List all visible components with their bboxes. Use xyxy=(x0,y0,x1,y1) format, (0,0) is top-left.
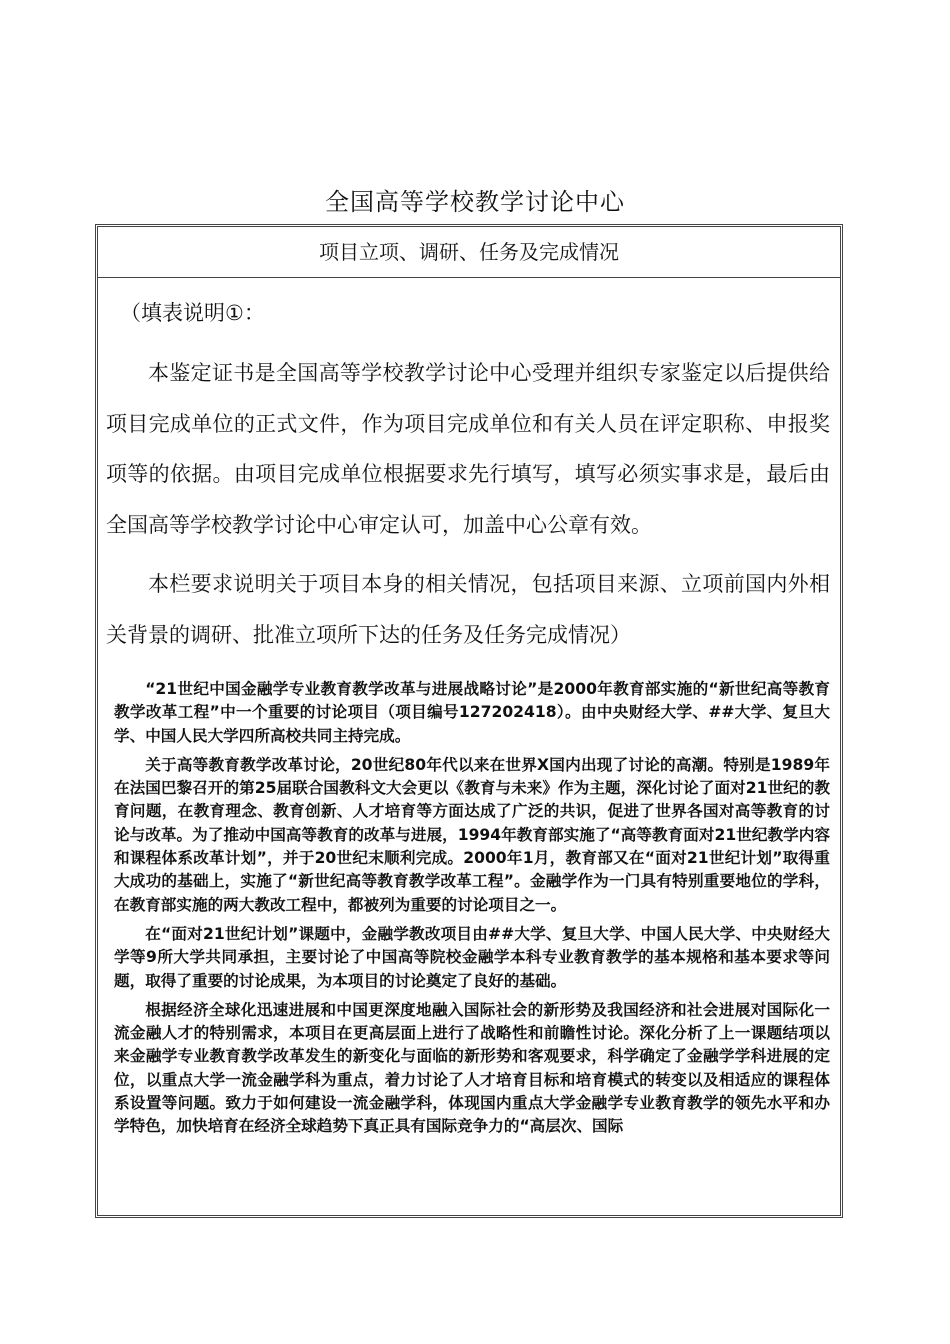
body-paragraph: 关于高等教育教学改革讨论，20世纪80年代以来在世界X国内出现了讨论的高潮。特别是1989年在法国巴黎召开的第25届联合国教科文大会更以《教育与未来》作为主题，深化讨论了面对21世纪的教育问题，在教育理念、教育创新、人才培育等方面达成了广泛的共识，促进了世界各国对高等教育的讨论与改革。为了推动中国高等教育的改革与进展，1994年教育部实施了“高等教育面对21世纪教学内容和课程体系改革计划”，并于20世纪末顺利完成。2000年1月，教育部又在“面对21世纪计划”取得重大成功的基础上，实施了“新世纪高等教育教学改革工程”。金融学作为一门具有特别重要地位的学科，在教育部实施的两大教改工程中，都被列为重要的讨论项目之一。 xyxy=(114,755,830,914)
instructions-paragraph: 本鉴定证书是全国高等学校教学讨论中心受理并组织专家鉴定以后提供给项目完成单位的正式文件，作为项目完成单位和有关人员在评定职称、申报奖项等的依据。由项目完成单位根据要求先行填写，填写必须实事求是，最后由全国高等学校教学讨论中心审定认可，加盖中心公章有效。 xyxy=(106,361,830,537)
instructions-paragraph: 本栏要求说明关于项目本身的相关情况，包括项目来源、立项前国内外相关背景的调研、批准立项所下达的任务及任务完成情况） xyxy=(106,572,830,647)
body-paragraph: “21世纪中国金融学专业教育教学改革与进展战略讨论”是2000年教育部实施的“新世纪高等教育教学改革工程”中一个重要的讨论项目（项目编号127202418）。由中央财经大学、##大学、复旦大学、中国人民大学四所高校共同主持完成。 xyxy=(114,680,830,745)
project-description xyxy=(98,660,840,1139)
document-title: 全国高等学校教学讨论中心 xyxy=(325,188,625,216)
body-paragraph: 根据经济全球化迅速进展和中国更深度地融入国际社会的新形势及我国经济和社会进展对国际化一流金融人才的特别需求，本项目在更高层面上进行了战略性和前瞻性讨论。深化分析了上一课题结项以来金融学专业教育教学改革发生的新变化与面临的新形势和客观要求，科学确定了金融学学科进展的定位，以重点大学一流金融学科为重点，着力讨论了人才培育目标和培育模式的转变以及相适应的课程体系设置等问题。致力于如何建设一流金融学科，体现国内重点大学金融学专业教育教学的领先水平和办学特色，加快培育在经济全球趋势下真正具有国际竞争力的“高层次、国际 xyxy=(114,1000,830,1136)
section-heading: 项目立项、调研、任务及完成情况 xyxy=(98,227,840,278)
fill-instructions xyxy=(98,298,840,660)
form-table xyxy=(95,224,843,1218)
body-paragraph: 在“面对21世纪计划”课题中，金融学教改项目由##大学、复旦大学、中国人民大学、中央财经大学等9所大学共同承担，主要讨论了中国高等院校金融学本科专业教育教学的基本规格和基本要求等问题，取得了重要的讨论成果，为本项目的讨论奠定了良好的基础。 xyxy=(114,924,830,990)
instructions-label: （填表说明①： xyxy=(120,301,265,325)
